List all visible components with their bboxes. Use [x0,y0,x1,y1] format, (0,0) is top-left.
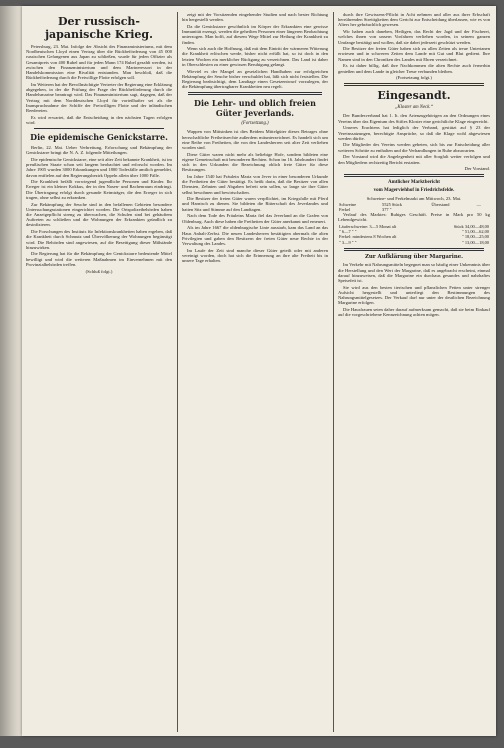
paragraph: Die Besitzer der freien Güter haben sich zu allen Zeiten als treue Untertanen erwiesen und in schweren Zeiten dem Lande mit Gut und Blut gedient. Ihre Namen sind in den Chroniken des Landes mit Ehren verzeichnet. [338,46,490,62]
divider [344,174,484,177]
column-1 [26,12,172,734]
notice-title: Zur Aufklärung über Margarine. [364,253,464,260]
column-rule [333,12,334,732]
paragraph: Es ist daher billig, daß ihre Nachkommen die alten Rechte auch fernerhin genießen und dem Lande in gleicher Treue verbunden bleiben. [338,63,490,74]
paragraph: Die epidemische Genickstarre, eine seit alter Zeit bekannte Krankheit, ist im preußischen Staate schon seit langem beobachtet und erforscht worden. Im Jahre 1905 wurden 3000 Erkrankungen und 1800 Todesfälle amtlich gemeldet, davon entfielen auf den Regierungsbezirk Oppeln allein über 1000 Fälle. [26,156,172,178]
table-row [338,240,490,245]
article-signoff: (Fortsetzung folgt.) [396,75,432,81]
article-title: Der russisch-japanische Krieg. [45,15,153,41]
table-cell: ″ 13,00—18,00 [461,239,489,245]
divider [34,128,164,129]
paragraph: Zur Bekämpfung der Seuche sind in den befallenen Gebieten besondere Untersuchungsstationen eingerichtet worden. Die Ortspolizeibehörden haben die Anzeigepflicht streng zu überwachen, die Schulen sind bei gehäuftem Auftreten zu schließen und die Wohnungen der Erkrankten gründlich zu desinfizieren. [26,201,172,228]
article-title: Die Lehr- und oblich freien Güter Jeverlands. [194,98,316,119]
book-binding [0,6,22,736]
paragraph: Der Vorstand wird die Angelegenheit mit aller Sorgfalt weiter verfolgen und den Mitgliedern rechtzeitig Bericht erstatten. [338,154,490,165]
paragraph: zeigt mit der Vorsitzenden eingehender Studien und nach bester Richtung hin hergestellt werden. [182,12,328,23]
paragraph: Sie wird aus den besten tierischen und pflanzlichen Fetten unter strenger Aufsicht hergestellt und unterliegt den Bestimmungen des Nahrungsmittelgesetzes. Der Verkauf darf nur unter der deutlichen Bezeichnung Margarine erfolgen. [338,284,490,306]
article-title: Die epidemische Genickstarre. [30,132,168,143]
table-cell: 377 ″ [382,206,392,212]
market-report-note: Verlauf des Marktes: Ruhiges Geschäft. Preise in Mark pro 50 kg Lebendgewicht. [338,212,490,223]
article-continuation [338,12,490,74]
table-cell: Ferkel: mindestens 8 Wochen alt [339,234,397,240]
divider [344,248,484,251]
section-subtitle: „Kloster am Neck.“ [394,105,434,111]
paragraph: Im Weiteren hat der Bevollmächtigte Vertreter der Regierung eine Erklärung abgegeben, in der die Prüfung der Frage der Rückbeförderung durch die Handelsmarine beantragt wird. Das Finanzministerium sagt, dagegen, daß der Vertrag mit dem Norddeutschen Lloyd für vorteilhafter sei als die Inanspruchnahme der Schiffe der Freiwilligen Flotte und der inländischen Reedereien. [26,81,172,113]
market-report-note: Schweine- und Ferkelmarkt am Mittwoch, 23. Mai. [366,196,462,202]
paragraph: Wir haben auch daneben, Heiligen, das Recht der Jagd und der Fischerei, welches ihnen von unsern Vorfahren verliehen worden, in seinem ganzen Umfange bestätigt und wollen, daß sie dabei jederzeit geschützt werden. [338,29,490,45]
article-subtitle: (Fortsetzung.) [241,121,269,127]
paragraph: Die Krankheit befällt vorwiegend jugendliche Personen und Kinder. Ihr Erreger ist ein kleiner Kokkus, der in den Nasen- und Rachenraum eindringt. Die Übertragung erfolgt durch gesunde Keimträger, die den Erreger in sich tragen, ohne selbst zu erkranken. [26,179,172,200]
table-cell: ″ 6—7 ″ ″ [339,229,357,235]
divider [188,92,322,95]
table-cell: Läuferschweine: 3—5 Monat alt [339,223,397,229]
paragraph: Die Besitzer der freien Güter waren verpflichtet, im Kriegsfalle mit Pferd und Harnisch zu dienen. Sie bildeten die Ritterschaft des Jeverlandes und hatten Sitz und Stimme auf den Landtagen. [182,196,328,212]
article-continuation [182,12,328,89]
section-signoff: Der Vorstand. [464,166,490,172]
paragraph: Unseres Erachtens hat lediglich der Verband, gestützt auf § 23 der Vereinssatzungen, berechtigte Ansprüche, so daß die Klage wohl abgewiesen werden dürfte. [338,125,490,141]
table-cell: Ferkel [339,206,351,212]
article-body [26,145,172,267]
paragraph: Im Jahre 1540 hat Fräulein Maria von Jever in einer besonderen Urkunde die Freiheiten der Güter bestätigt. Es heißt darin, daß die Besitzer von allen Diensten, Zehnten und Abgaben befreit sein sollen, so lange sie ihre Güter selbst bewohnen und bewirtschaften. [182,173,328,195]
column-3 [338,12,490,734]
column-rule [177,12,178,732]
paragraph: Der Bundesverband hat 1. It. den Artenzugehörigen an den Ordnungen eines Vereins über das Eigentum des Stiftes Kloster eine gerichtliche Klage eingereicht. [338,113,490,124]
table-cell: Stück 34,00—48,00 [453,223,489,229]
paragraph: Die Hausfrauen seien daher darauf aufmerksam gemacht, daß sie beim Einkauf auf die vorgeschriebene Kennzeichnung achten mögen. [338,306,490,318]
market-report-title: Amtlicher Marktbericht [388,180,440,186]
article-signoff: (Schluß folgt.) [85,268,113,274]
table-cell: — [476,201,481,207]
column-2 [182,12,328,734]
paragraph: Diese Güter waren nicht mehr als beliebige Hofe, sondern bildeten eine eigene Gemeinschaft mit besonderen Rechten. Schon im 16. Jahrhundert findet sich in den Urkunden die Bezeichnung oblich freie Güter für diese Besitzungen. [182,151,328,173]
paragraph: Petersburg, 23. Mai. Infolge der Absicht des Finanzministeriums, mit dem Nordbeutschen Lloyd einen Vertrag über die Rückbeförderung von 45 000 russischen Gefangenen aus Japan zu schließen, wurde für jeden Offizier als Gesamtpreis von 400 Rubel und für jeden Mann 174 Rubel gezahlt werden, ist zwischen den Finanzministerium und dem Marineressort in der Handelskommission eine Rivalität entstanden. Man beschloß, daß die Rückbeförderung durch die Freiwillige Flotte erfolgen soll. [26,44,172,81]
section-title: Eingesandt. [377,89,451,103]
paragraph: Es wird erwartet, daß die Entscheidung in den nächsten Tagen erfolgen wird. [26,114,172,125]
table-cell: ″ 3—9 ″ ″ [339,239,357,245]
article-body [26,44,172,125]
table-cell: ″ 51,00—62,00 [461,229,489,235]
paragraph: Wenn sich auch die Hoffnung, daß mit dem Eintritt der wärmeren Witterung die Krankheit erlöschen werde, bisher nicht erfüllt hat, so ist doch in den letzten Wochen ein merklicher Rückgang zu verzeichnen. Das Land ist daher in Oberschlesien zu einer gewissen Beruhigung gelangt. [182,46,328,67]
table-cell: Schweine [339,201,357,207]
paragraph: Als im Jahre 1667 die oldenburgische Linie ausstarb, kam das Land an das Haus Anhalt-Zerbst. Die neuen Landesherren bestätigten abermals die alten Privilegien und gaben den Besitzern der freien Güter neue Rechte in der Verwaltung des Landes. [182,225,328,246]
paragraph: Nach dem Tode des Fräuleins Maria fiel das Jeverland an die Grafen von Oldenburg. Auch diese haben die Freiheiten der Güter anerkannt und erneuert. [182,213,328,224]
paragraph: Wieviel es der Mangel an gesetzlichen Handhaben zur erfolgreichen Bekämpfung der Seuche bisher verschuldet hat, läßt sich nicht feststellen. Die Regierung beabsichtigt, dem Landtage einen Gesetzentwurf vorzulegen, der die Bekämpfung übertragbarer Krankheiten neu regelt. [182,68,328,90]
paragraph: Da die Genickstarre gewöhnlich im Körper der Erkrankten eine gewisse Immunität erzeugt, werden die geheilten Personen einer längeren Beobachtung unterzogen. Man hofft, auf diesem Wege Mittel zur Heilung der Krankheit zu finden. [182,23,328,45]
section-body [338,113,490,164]
paragraph: Berlin, 22. Mai. Ueber Verbreitung, Erforschung und Bekämpfung der Genickstarre bringt die N. A. Z. folgende Mitteilungen. [26,145,172,156]
market-price-table [338,224,490,245]
paragraph: Wappen von Mittsinken ist dies Beidem Mittelgüter dieses Betrages ohne herrschaftliche Freiheitsrechte außerdem mitunterzeichnet. Es handelt sich um eine Reihe von Freiheiten, die von den Landesherren seit alter Zeit verliehen worden sind. [182,129,328,150]
paragraph: Die Forschungen des Instituts für Infektionskrankheiten haben ergeben, daß die Krankheit durch Schmutz und Übervölkerung der Wohnungen begünstigt wird. Die Behörden sind angewiesen, auf die Beseitigung dieser Mißstände hinzuwirken. [26,229,172,250]
table-cell: ″ 18,00—25,00 [461,234,489,240]
paragraph: Im Verkehr mit Nahrungsmitteln begegnet man so häufig einer Unkenntnis über die Herstellung und den Wert der Margarine, daß es angebracht erscheint, einmal darauf hinzuweisen, daß die Margarine ein durchaus gesundes und nahrhaftes Speisefett ist. [338,262,490,283]
market-report-subtitle: vom Magerviehhof in Friedrichsfelde. [373,188,455,194]
paragraph: Die Mitglieder des Vereins werden gebeten, sich bis zur Entscheidung aller weiteren Schritte zu enthalten und die Verhandlungen in Ruhe abzuwarten. [338,142,490,153]
article-body [182,129,328,263]
table-cell: Überstand [431,201,450,207]
newspaper-page [22,6,496,736]
paragraph: Die Regierung hat für die Bekämpfung der Genickstarre bedeutende Mittel bewilligt und wird die weiteren Maßnahmen im Einvernehmen mit den Provinzialbehörden treffen. [26,251,172,267]
paragraph: Im Laufe der Zeit sind manche dieser Güter geteilt oder mit anderen vereinigt worden, doch hat sich die Erinnerung an ihre alte Freiheit bis in unsere Tage erhalten. [182,247,328,264]
divider [344,83,484,86]
market-stock-table [338,202,490,212]
notice-body [338,262,490,317]
table-cell: 5525 Stück [382,201,402,207]
paragraph: durch ihre Gewissens-Pflicht in Acht nehmen und aller aus ihrer Erbschaft herrührenden Streitigkeiten dem Gericht zur Entscheidung überlassen, wie es von Alters her gebräuchlich gewesen. [338,12,490,28]
